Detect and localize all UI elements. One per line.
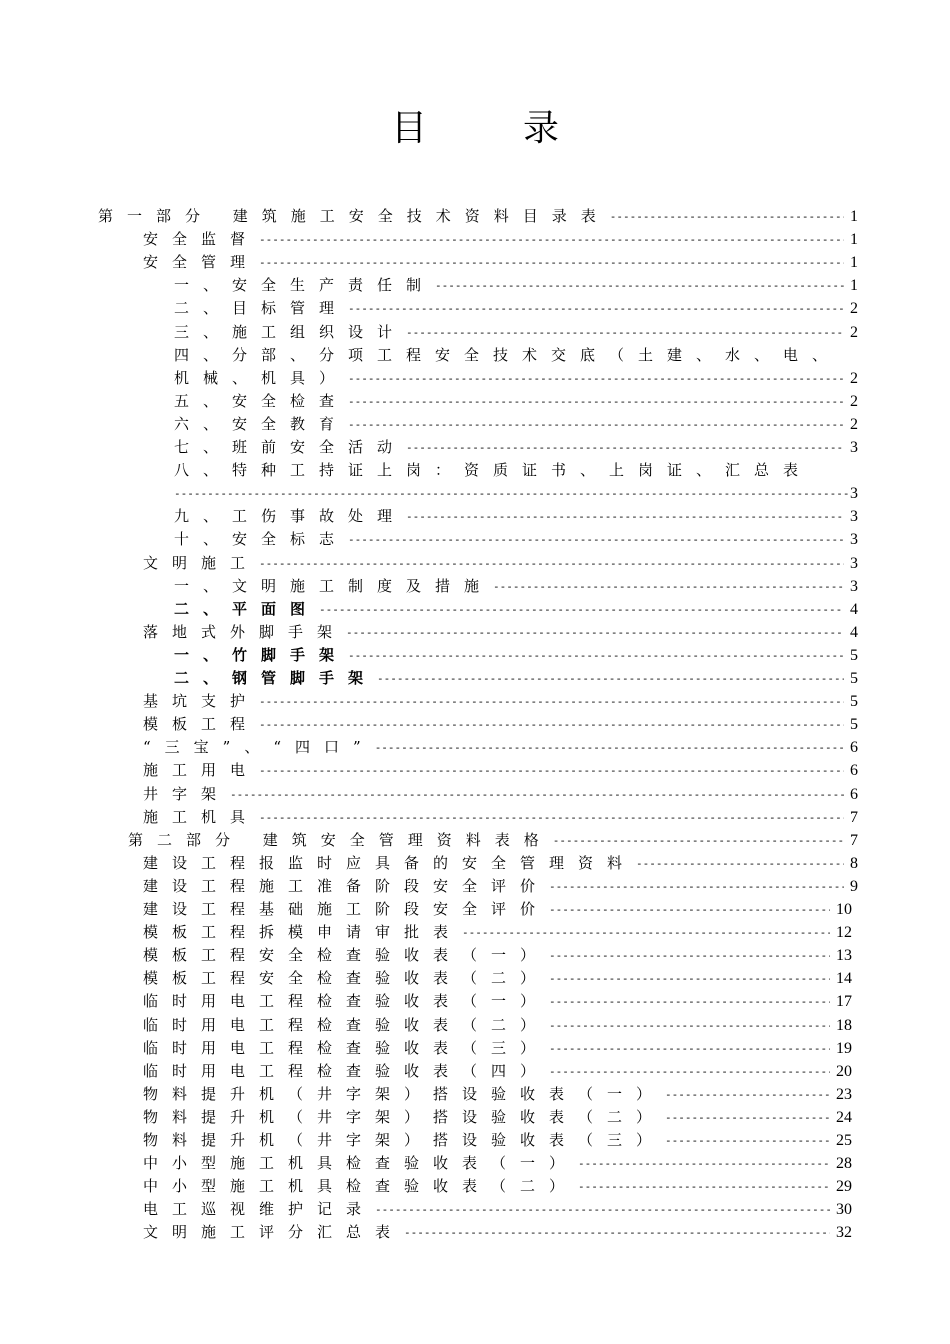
- toc-entry-title: 临时用电工程检查验收表（二）: [143, 1015, 550, 1034]
- toc-entry-title: 一、安全生产责任制: [174, 276, 436, 295]
- toc-entry: [174, 390, 858, 413]
- page-title: [0, 100, 950, 151]
- toc-entry: [143, 228, 858, 251]
- toc-entry-title: 模板工程安全检查验收表（二）: [143, 969, 550, 988]
- dot-leader: [348, 390, 844, 413]
- toc-page-number: 5: [850, 716, 858, 734]
- toc-entry: [143, 1129, 852, 1152]
- toc-page-number: 18: [836, 1016, 852, 1034]
- toc-entry-title: 四、分部、分项工程安全技术交底（土建、水、电、: [174, 345, 842, 364]
- dot-leader: [665, 1129, 830, 1152]
- toc-entry: [143, 1221, 852, 1244]
- toc-entry-title: 中小型施工机具检查验收表（一）: [143, 1154, 579, 1173]
- toc-page-number: 30: [836, 1201, 852, 1219]
- toc-entry-title: 物料提升机（井字架）搭设验收表（三）: [143, 1131, 666, 1149]
- dot-leader: [462, 921, 830, 944]
- toc-entry-title: 模板工程: [143, 715, 260, 734]
- toc-entry: [143, 736, 858, 759]
- dot-leader: [259, 759, 844, 782]
- toc-entry: [143, 967, 852, 990]
- toc-page-number: 4: [850, 623, 858, 641]
- toc-page-number: 3: [850, 554, 858, 572]
- dot-leader: [348, 528, 844, 551]
- toc-entry-title: 九、工伤事故处理: [174, 507, 407, 526]
- toc-entry-title: 中小型施工机具检查验收表（二）: [143, 1177, 579, 1196]
- toc-entry: [143, 1083, 852, 1106]
- toc-page-number: 4: [850, 600, 858, 618]
- toc-entry: [174, 505, 858, 528]
- toc-entry: [143, 713, 858, 736]
- dot-leader: [406, 436, 844, 459]
- dot-leader: [549, 1037, 830, 1060]
- dot-leader: [259, 251, 844, 274]
- title-char-1: 目: [390, 108, 427, 149]
- toc-page-number: 3: [850, 577, 858, 595]
- dot-leader: [348, 367, 844, 390]
- toc-page-number: 6: [850, 739, 858, 757]
- toc-entry: [143, 990, 852, 1013]
- toc-entry: [174, 344, 868, 367]
- toc-entry-title: 二、平面图: [174, 599, 320, 618]
- toc-entry-title: 临时用电工程检查验收表（四）: [143, 1061, 550, 1080]
- toc-entry: [174, 598, 858, 621]
- dot-leader: [406, 321, 844, 344]
- toc-page-number: 5: [850, 646, 858, 664]
- toc-entry: [143, 1152, 852, 1175]
- toc-entry: [143, 898, 852, 921]
- toc-entry: [174, 667, 858, 690]
- dot-leader: [259, 713, 844, 736]
- toc-page-number: 6: [850, 785, 858, 803]
- dot-leader: [174, 482, 850, 505]
- toc-page-number: 7: [850, 808, 858, 826]
- toc-entry: [143, 806, 858, 829]
- toc-entry: [143, 1106, 852, 1129]
- toc-entry: [143, 251, 858, 274]
- dot-leader: [549, 990, 830, 1013]
- dot-leader: [348, 413, 844, 436]
- toc-entry-title: 模板工程安全检查验收表（一）: [143, 946, 550, 965]
- dot-leader: [230, 783, 844, 806]
- toc-page-number: 2: [850, 369, 858, 387]
- toc-page-number: 5: [850, 693, 858, 711]
- toc-page-number: 2: [850, 392, 858, 410]
- toc-page-number: 14: [836, 970, 852, 988]
- dot-leader: [549, 875, 844, 898]
- toc-page-number: 3: [850, 531, 858, 549]
- toc-page-number: 7: [850, 831, 858, 849]
- dot-leader: [578, 1175, 830, 1198]
- toc-entry: [143, 921, 852, 944]
- toc-entry: [174, 575, 858, 598]
- toc-entry: [174, 436, 858, 459]
- title-char-2: 录: [523, 108, 560, 149]
- toc-page-number: 6: [850, 762, 858, 780]
- toc-page-number: 2: [850, 415, 858, 433]
- toc-entry: [98, 205, 858, 228]
- dot-leader: [549, 967, 830, 990]
- toc-entry-title: 建设工程施工准备阶段安全评价: [143, 876, 550, 895]
- dot-leader: [259, 690, 844, 713]
- toc-entry-title: 十、安全标志: [174, 530, 349, 549]
- toc-page-number: 5: [850, 670, 858, 687]
- toc-entry: [143, 690, 858, 713]
- dot-leader: [665, 1083, 830, 1106]
- dot-leader: [259, 806, 844, 829]
- toc-page-number: 1: [850, 277, 858, 295]
- toc-page-number: 17: [836, 993, 852, 1011]
- toc-entry: [143, 944, 852, 967]
- dot-leader: [406, 505, 844, 528]
- dot-leader: [636, 852, 844, 875]
- toc-entry-title: 文明施工: [143, 553, 260, 572]
- dot-leader: [259, 552, 844, 575]
- toc-entry-title: 第一部分 建筑施工安全技术资料目录表: [98, 207, 610, 225]
- toc-entry: [143, 1037, 852, 1060]
- toc-page-number: 13: [836, 947, 852, 965]
- toc-page-number: 20: [836, 1062, 852, 1080]
- dot-leader: [259, 228, 844, 251]
- dot-leader: [404, 1221, 830, 1244]
- toc-entry: [174, 528, 858, 551]
- toc-entry-title: 八、特种工持证上岗：资质证书、上岗证、汇总表: [174, 461, 813, 480]
- toc-entry-title: 施工机具: [143, 807, 260, 826]
- toc-entry: [174, 321, 858, 344]
- toc-entry-title: 七、班前安全活动: [174, 438, 407, 456]
- toc-page-number: 24: [836, 1108, 852, 1126]
- toc-entry: [143, 1198, 852, 1221]
- dot-leader: [319, 598, 844, 621]
- dot-leader: [346, 621, 844, 644]
- toc-entry-title: 三、施工组织设计: [174, 322, 407, 341]
- toc-entry-title: 临时用电工程检查验收表（一）: [143, 992, 550, 1011]
- toc-entry-title: 文明施工评分汇总表: [143, 1223, 405, 1242]
- toc-entry-title: 二、目标管理: [174, 299, 349, 318]
- toc-page-number: 2: [850, 300, 858, 318]
- toc-page-number: 2: [850, 323, 858, 341]
- toc-page-number: 23: [836, 1085, 852, 1103]
- toc-entry-title: 建设工程基础施工阶段安全评价: [143, 900, 550, 918]
- toc-entry: [174, 644, 858, 667]
- toc-entry-title: 安全监督: [143, 230, 260, 249]
- toc-page-number: 8: [850, 854, 858, 872]
- toc-entry-title: 基坑支护: [143, 692, 260, 711]
- dot-leader: [549, 1060, 830, 1083]
- dot-leader: [375, 736, 844, 759]
- toc-entry-title: 建设工程报监时应具备的安全管理资料: [143, 853, 637, 872]
- toc-entry: [174, 297, 858, 320]
- toc-entry: [143, 552, 858, 575]
- toc-entry: [143, 621, 858, 644]
- toc-page-number: 9: [850, 877, 858, 895]
- dot-leader: [377, 667, 844, 690]
- toc-entry-title: 五、安全检查: [174, 391, 349, 410]
- dot-leader: [549, 898, 830, 921]
- dot-leader: [553, 829, 844, 852]
- toc-entry: [143, 783, 858, 806]
- toc-page-number: 28: [836, 1155, 852, 1173]
- dot-leader: [435, 274, 844, 297]
- dot-leader: [493, 575, 844, 598]
- toc-entry-title: 一、文明施工制度及措施: [174, 576, 494, 595]
- toc-page-number: 19: [836, 1039, 852, 1057]
- toc-entry-title: 安全管理: [143, 253, 260, 272]
- toc-entry-title: 二、钢管脚手架: [174, 669, 378, 687]
- dot-leader: [549, 1014, 830, 1037]
- toc-page-number: 1: [850, 231, 858, 249]
- toc-entry: [143, 875, 858, 898]
- toc-entry: [128, 829, 858, 852]
- toc-page-number: 3: [850, 485, 858, 503]
- toc-entry: [143, 1014, 852, 1037]
- dot-leader: [578, 1152, 830, 1175]
- toc-page-number: 3: [850, 439, 858, 456]
- toc-entry: [143, 1175, 852, 1198]
- toc-entry-title: 井字架: [143, 784, 231, 803]
- toc-entry-title: 电工巡视维护记录: [143, 1200, 376, 1219]
- toc-entry-title: 第二部分 建筑安全管理资料表格: [128, 830, 553, 849]
- toc-entry: [174, 367, 858, 390]
- toc-page-number: 1: [850, 254, 858, 272]
- toc-page-number: 3: [850, 508, 858, 526]
- toc-page-number: 1: [850, 208, 858, 225]
- toc-entry-title: 落地式外脚手架: [143, 622, 347, 641]
- toc-entry-title: 物料提升机（井字架）搭设验收表（一）: [143, 1084, 666, 1103]
- toc-entry-title: 机械、机具）: [174, 368, 349, 387]
- dot-leader: [348, 297, 844, 320]
- toc-entry-title: 临时用电工程检查验收表（三）: [143, 1038, 550, 1057]
- toc-entry-title: 模板工程拆模申请审批表: [143, 923, 463, 942]
- dot-leader: [375, 1198, 830, 1221]
- toc-page-number: 12: [836, 924, 852, 942]
- toc-entry: [143, 1060, 852, 1083]
- toc-entry-title: “三宝”、“四口”: [143, 738, 375, 757]
- dot-leader: [665, 1106, 830, 1129]
- toc-page-number: 32: [836, 1224, 852, 1242]
- toc-entry-title: 物料提升机（井字架）搭设验收表（二）: [143, 1107, 666, 1126]
- toc-page-number: 25: [836, 1132, 852, 1149]
- toc-entry: [143, 852, 858, 875]
- toc-entry: [174, 413, 858, 436]
- dot-leader: [348, 644, 844, 667]
- toc-entry-title: 六、安全教育: [174, 414, 349, 433]
- dot-leader: [610, 205, 844, 228]
- dot-leader: [549, 944, 830, 967]
- toc-entry-title: 一、竹脚手架: [174, 645, 349, 664]
- toc-entry: [174, 482, 858, 505]
- toc-page-number: 10: [836, 901, 852, 918]
- toc-entry: [174, 459, 845, 482]
- toc-entry-title: 施工用电: [143, 761, 260, 780]
- toc-page-number: 29: [836, 1178, 852, 1196]
- toc-entry: [174, 274, 858, 297]
- toc-entry: [143, 759, 858, 782]
